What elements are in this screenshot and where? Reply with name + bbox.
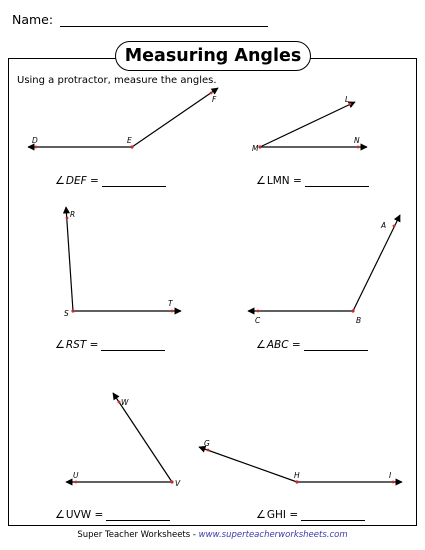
answer-uvw [55,508,170,521]
angle-def [28,88,218,149]
label-h: H [294,471,300,480]
footer-text: Super Teacher Worksheets - [77,530,199,540]
point-g-dot [207,449,210,452]
ray-hg [199,447,297,482]
label-d: D [32,136,38,145]
point-f-dot [210,92,213,95]
point-a-dot [393,225,396,228]
point-i-dot [392,481,395,484]
label-u: U [73,471,79,480]
worksheet-title: Measuring Angles [115,41,311,71]
angle-symbol: ∠ [256,174,266,187]
point-r-dot [66,217,69,220]
angle-symbol: ∠ [256,338,266,351]
vertex-s-dot [71,309,74,312]
answer-abc-blank[interactable] [304,340,368,351]
angle-abc [248,215,400,325]
answer-def [55,174,166,187]
footer [0,530,425,540]
angle-lmn [252,95,367,153]
vertex-m-dot [258,145,261,148]
label-t: T [168,299,173,308]
name-label: Name: [12,12,54,27]
answer-uvw-label: UVW = [65,509,104,521]
answer-rst [55,338,165,351]
angle-symbol: ∠ [55,508,65,521]
answer-uvw-blank[interactable] [106,510,170,521]
answer-rst-label: RST = [65,339,99,351]
label-r: R [70,210,76,219]
point-c-dot [257,310,260,313]
answer-lmn-label: LMN = [266,175,302,187]
answer-ghi-label: GHI = [266,509,299,521]
label-l: L [345,95,350,104]
answer-ghi-blank[interactable] [301,510,365,521]
instructions: Using a protractor, measure the angles. [17,75,217,86]
ray-sr [66,207,76,311]
angle-symbol: ∠ [55,174,65,187]
angle-symbol: ∠ [256,508,266,521]
label-v: V [175,479,181,488]
point-u-dot [75,481,78,484]
vertex-b-dot [351,309,354,312]
label-b: B [356,316,362,325]
point-n-dot [357,146,360,149]
answer-lmn-blank[interactable] [305,176,369,187]
label-c: C [255,316,261,325]
answer-abc [256,338,368,351]
angle-rst [64,207,181,318]
point-t-dot [171,310,174,313]
label-f: F [212,95,217,104]
answer-def-label: DEF = [65,175,99,187]
angle-uvw [66,393,181,488]
vertex-h-dot [295,480,298,483]
label-e: E [127,136,132,145]
vertex-e-dot [130,145,133,148]
vertex-v-dot [170,480,173,483]
answer-lmn [256,174,369,187]
answer-def-blank[interactable] [102,176,166,187]
answer-ghi [256,508,365,521]
ray-ba [353,215,400,311]
point-d-dot [35,146,38,149]
ray-ef [132,88,218,147]
angle-ghi [199,439,402,484]
label-w: W [121,398,129,407]
ray-ml [260,102,355,147]
label-a: A [381,221,387,230]
footer-link[interactable]: www.superteacherworksheets.com [198,530,348,540]
point-w-dot [118,401,121,404]
label-g: G [204,439,210,448]
answer-abc-label: ABC = [266,339,301,351]
label-n: N [354,136,360,145]
answer-rst-blank[interactable] [101,340,165,351]
label-i: I [389,471,392,480]
label-m: M [252,144,259,153]
label-s: S [64,309,69,318]
angle-symbol: ∠ [55,338,65,351]
